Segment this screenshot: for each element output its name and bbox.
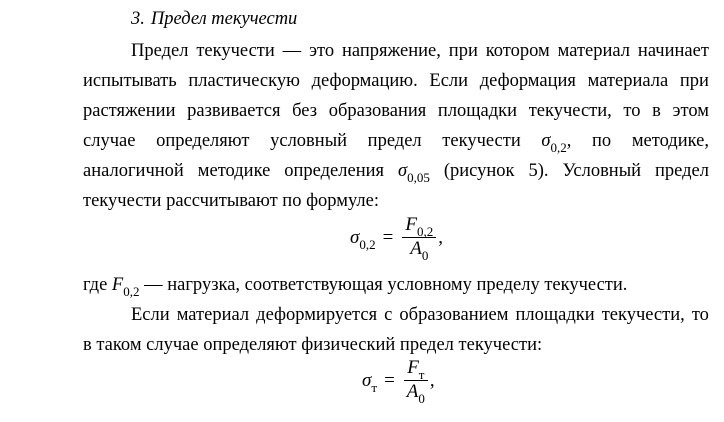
word: испытывать bbox=[83, 71, 177, 91]
inline-math-sigma: $\sigma_{0,05}$ bbox=[398, 161, 430, 185]
word: развивается bbox=[187, 101, 281, 121]
word: материал bbox=[557, 41, 631, 61]
word: этом bbox=[672, 101, 709, 121]
formula-lhs: $\sigma_т$ bbox=[362, 369, 378, 395]
equals-sign: = bbox=[382, 226, 394, 248]
word: материал bbox=[176, 305, 250, 325]
word: предел bbox=[655, 161, 709, 181]
word: случае bbox=[83, 131, 136, 151]
word: напряжение, bbox=[341, 41, 441, 61]
where-line: где $F_{0,2}$ — нагрузка, соответствующая условному пределу текучести. bbox=[83, 275, 628, 299]
word: пластическую bbox=[188, 71, 300, 91]
section-title: Предел текучести bbox=[150, 9, 298, 29]
numerator: $F_т$ bbox=[407, 357, 425, 382]
section-heading bbox=[131, 8, 297, 30]
word: то bbox=[623, 101, 641, 121]
para1-line5 bbox=[83, 160, 709, 183]
word: — bbox=[282, 41, 302, 61]
word: текучести, bbox=[528, 101, 612, 121]
formula-comma: , bbox=[438, 226, 443, 248]
word: текучести bbox=[442, 131, 521, 151]
word: это bbox=[309, 41, 335, 61]
formula-physical-yield bbox=[362, 357, 435, 404]
word: деформация bbox=[479, 71, 576, 91]
word: определения bbox=[284, 161, 385, 181]
word: то bbox=[691, 305, 709, 325]
para1-line3 bbox=[83, 100, 709, 122]
word: растяжении bbox=[83, 101, 176, 121]
word: начинает bbox=[637, 41, 709, 61]
para2-line1 bbox=[131, 304, 709, 326]
paragraph-text: текучести рассчитывают по формуле: bbox=[83, 191, 379, 211]
formula-lhs: $\sigma_{0,2}$ bbox=[350, 226, 376, 252]
numerator: $F_{0,2}$ bbox=[405, 214, 434, 239]
word: без bbox=[292, 101, 318, 121]
word: образования bbox=[328, 101, 427, 121]
para2-line2 bbox=[83, 334, 542, 356]
word: деформацию. bbox=[311, 71, 418, 91]
word: методике bbox=[197, 161, 271, 181]
word: 5). bbox=[528, 161, 549, 181]
formula-comma: , bbox=[429, 369, 435, 391]
word: определяют bbox=[156, 131, 250, 151]
word: Если bbox=[131, 305, 170, 325]
word: в bbox=[652, 101, 661, 121]
word: по bbox=[592, 131, 612, 151]
word: Если bbox=[429, 71, 469, 91]
section-number: 3. bbox=[131, 9, 145, 29]
equals-sign: = bbox=[384, 369, 395, 391]
word: деформируется bbox=[256, 305, 378, 325]
word: образованием bbox=[399, 305, 509, 325]
para1-line4 bbox=[83, 130, 709, 153]
word: Предел bbox=[131, 41, 189, 61]
word: котором bbox=[485, 41, 550, 61]
word: (рисунок bbox=[443, 161, 515, 181]
word: методике, bbox=[631, 131, 709, 151]
para1-line6 bbox=[83, 190, 379, 212]
fraction bbox=[404, 357, 428, 404]
word: площадки bbox=[437, 101, 518, 121]
inline-math-force: $F_{0,2}$ bbox=[111, 275, 140, 299]
inline-math-sigma: $\sigma_{0,2}$, bbox=[541, 131, 572, 155]
word: площадки bbox=[515, 305, 595, 325]
word: предел bbox=[367, 131, 422, 151]
word: материала bbox=[587, 71, 669, 91]
word: при bbox=[679, 71, 709, 91]
denominator: $A_0$ bbox=[410, 238, 429, 263]
paragraph-text: в таком случае определяют физический предел текучести: bbox=[83, 335, 543, 355]
word: текучести, bbox=[601, 305, 685, 325]
word: Условный bbox=[562, 161, 642, 181]
fraction bbox=[402, 214, 436, 261]
para1-line2 bbox=[83, 70, 709, 92]
formula-conditional-yield bbox=[350, 214, 443, 261]
word: текучести bbox=[196, 41, 275, 61]
word: аналогичной bbox=[83, 161, 184, 181]
para1-line1 bbox=[131, 40, 709, 62]
word: с bbox=[384, 305, 393, 325]
denominator: $A_0$ bbox=[406, 381, 425, 406]
word: условный bbox=[270, 131, 348, 151]
word: при bbox=[448, 41, 478, 61]
